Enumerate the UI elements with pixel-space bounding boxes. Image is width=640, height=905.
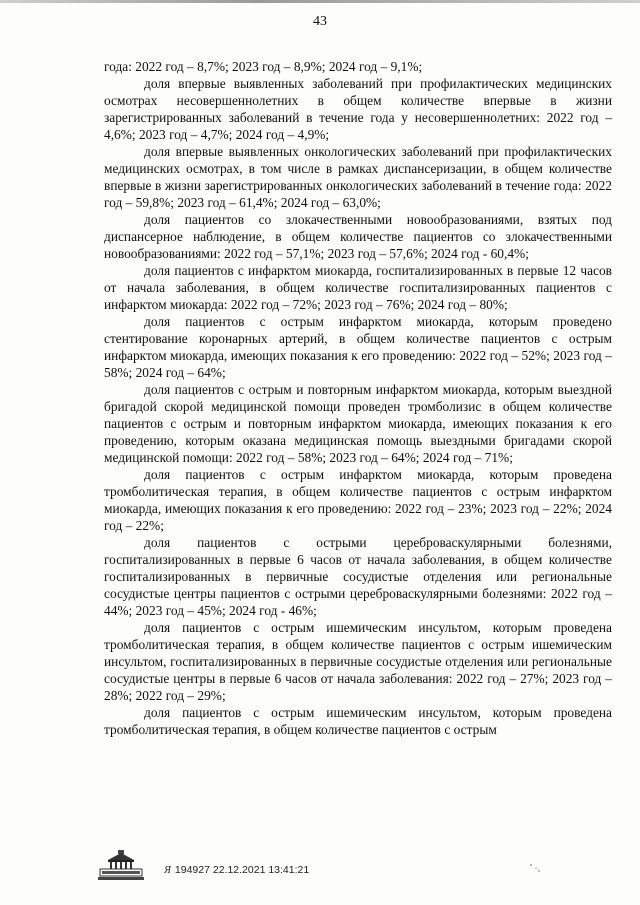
scan-specks xyxy=(528,862,542,874)
stamp-mark: Я xyxy=(164,865,171,876)
page-number: 43 xyxy=(313,14,327,29)
paragraph: доля пациентов с острым инфарктом миокарда, которым проведена тромболитическая терапия, в общем количестве пациентов с острым инфарктом миокарда, имеющих показания к его проведению: 2022 год – 23%; 2023 год – 22%; 2024 год – 22%; xyxy=(104,467,612,533)
paragraph: доля пациентов с острым ишемическим инсультом, которым проведена тромболитическая терапия, в общем количестве пациентов с острым ишемическим инсультом, госпитализированных в первичные сосудистые отделения или региональные сосудистые центры в первые 6 часов от начала заболевания: 2022 год – 27%; 2023 год – 28%; 2022 год – 29%; xyxy=(104,620,612,703)
paragraph: доля пациентов с острым ишемическим инсультом, которым проведена тромболитическая терапия, в общем количестве пациентов с острым xyxy=(104,705,612,737)
paragraph: доля пациентов с инфарктом миокарда, госпитализированных в первые 12 часов от начала заболевания, в общем количестве госпитализированных пациентов с инфарктом миокарда: 2022 год – 72%; 2023 год – 76%; 2024 год – 80%; xyxy=(104,263,612,312)
document-footer xyxy=(96,848,596,888)
paragraph: доля пациентов с острым и повторным инфарктом миокарда, которым выездной бригадой скорой медицинской помощи проведен тромболизис в общем количестве пациентов с острым и повторным инфарктом миокарда, имеющих показания к его проведению, которым оказана медицинская помощь выездными бригадами скорой медицинской помощи: 2022 год – 58%; 2023 год – 64%; 2024 год – 71%; xyxy=(104,382,612,465)
document-body xyxy=(104,58,612,738)
paragraph: доля пациентов со злокачественными новообразованиями, взятых под диспансерное наблюдение, в общем количестве пациентов со злокачественными новообразованиями: 2022 год – 57,1%; 2023 год – 57,6%; 2024 год - 60,4%; xyxy=(104,212,612,261)
scan-edge xyxy=(0,0,640,3)
paragraph: года: 2022 год – 8,7%; 2023 год – 8,9%; 2024 год – 9,1%; xyxy=(104,59,423,74)
stamp-text: 194927 22.12.2021 13:41:21 xyxy=(174,864,310,876)
paragraph: доля впервые выявленных заболеваний при профилактических медицинских осмотрах несовершеннолетних в общем количестве впервые в жизни зарегистрированных заболеваний в течение года у несовершеннолетних: 2022 год – 4,6%; 2023 год – 4,7%; 2024 год – 4,9%; xyxy=(104,76,612,142)
paragraph: доля пациентов с острыми цереброваскулярными болезнями, госпитализированных в первые 6 часов от начала заболевания, в общем количестве госпитализированных в первичные сосудистые отделения или региональные сосудистые центры пациентов с острыми цереброваскулярными болезнями: 2022 год – 44%; 2023 год – 45%; 2024 год - 46%; xyxy=(104,535,612,618)
paragraph: доля пациентов с острым инфарктом миокарда, которым проведено стентирование коронарных артерий, в общем количестве пациентов с острым инфарктом миокарда, имеющих показания к его проведению: 2022 год – 52%; 2023 год – 58%; 2024 год – 64%; xyxy=(104,314,612,380)
registration-stamp xyxy=(164,864,309,876)
government-building-emblem-icon xyxy=(96,848,156,882)
paragraph: доля впервые выявленных онкологических заболеваний при профилактических медицинских осмотрах, в том числе в рамках диспансеризации, в общем количестве впервые в жизни зарегистрированных онкологических заболеваний в течение года: 2022 год – 59,8%; 2023 год – 61,4%; 2024 год – 63,0%; xyxy=(104,144,612,210)
